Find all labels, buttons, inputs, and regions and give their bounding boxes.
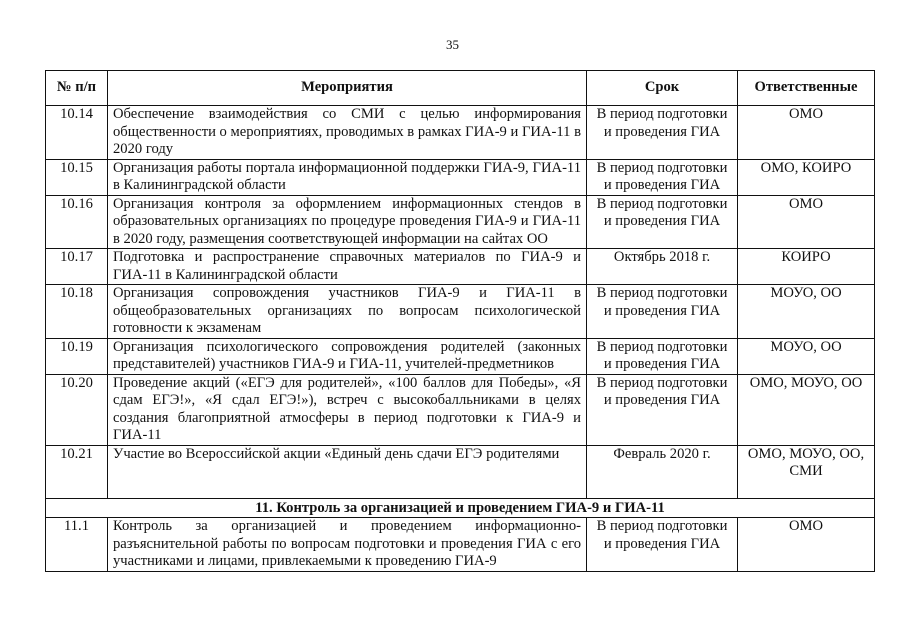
row-responsible: ОМО, МОУО, ОО, СМИ bbox=[738, 445, 875, 498]
row-term: В период подготовки и проведения ГИА bbox=[587, 518, 738, 572]
row-num: 10.14 bbox=[46, 106, 108, 160]
row-activity: Обеспечение взаимодействия со СМИ с целью информирования общественности о мероприятиях, проводимых в рамках ГИА-9 и ГИА-11 в 2020 году bbox=[108, 106, 587, 160]
row-responsible: ОМО, КОИРО bbox=[738, 159, 875, 195]
row-activity: Участие во Всероссийской акции «Единый день сдачи ЕГЭ родителями bbox=[108, 445, 587, 498]
row-activity: Организация контроля за оформлением информационных стендов в образовательных организациях по процедуре проведения ГИА-9 и ГИА-11 в 2020 году, размещения соответствующей информации на сайтах ОО bbox=[108, 195, 587, 249]
row-responsible: ОМО bbox=[738, 106, 875, 160]
row-num: 10.19 bbox=[46, 338, 108, 374]
row-term: В период подготовки и проведения ГИА bbox=[587, 106, 738, 160]
header-activity: Мероприятия bbox=[108, 71, 587, 106]
section-heading: 11. Контроль за организацией и проведением ГИА-9 и ГИА-11 bbox=[46, 498, 875, 518]
table-row bbox=[46, 285, 875, 339]
section-heading-row bbox=[46, 498, 875, 518]
row-responsible: ОМО, МОУО, ОО bbox=[738, 374, 875, 445]
table-row bbox=[46, 106, 875, 160]
row-activity: Проведение акций («ЕГЭ для родителей», «100 баллов для Победы», «Я сдам ЕГЭ!», «Я сдал ЕГЭ!»), встреч с высокобалльниками в целях создания благоприятной атмосферы в период подготовки к ГИА-9 и ГИА-11 bbox=[108, 374, 587, 445]
table-row bbox=[46, 195, 875, 249]
row-num: 10.20 bbox=[46, 374, 108, 445]
row-activity: Организация сопровождения участников ГИА-9 и ГИА-11 в общеобразовательных организациях по вопросам психологической готовности к экзаменам bbox=[108, 285, 587, 339]
row-responsible: ОМО bbox=[738, 195, 875, 249]
row-num: 11.1 bbox=[46, 518, 108, 572]
row-term: В период подготовки и проведения ГИА bbox=[587, 338, 738, 374]
row-num: 10.15 bbox=[46, 159, 108, 195]
table-row bbox=[46, 249, 875, 285]
header-row bbox=[46, 71, 875, 106]
row-term: Октябрь 2018 г. bbox=[587, 249, 738, 285]
row-term: Февраль 2020 г. bbox=[587, 445, 738, 498]
row-num: 10.21 bbox=[46, 445, 108, 498]
row-responsible: ОМО bbox=[738, 518, 875, 572]
table-row bbox=[46, 374, 875, 445]
row-responsible: МОУО, ОО bbox=[738, 285, 875, 339]
row-activity: Контроль за организацией и проведением информационно-разъяснительной работы по вопросам подготовки и проведения ГИА с его участниками и лицами, привлекаемыми к проведению ГИА-9 bbox=[108, 518, 587, 572]
row-num: 10.18 bbox=[46, 285, 108, 339]
row-responsible: МОУО, ОО bbox=[738, 338, 875, 374]
row-term: В период подготовки и проведения ГИА bbox=[587, 159, 738, 195]
table-row bbox=[46, 518, 875, 572]
row-activity: Организация психологического сопровождения родителей (законных представителей) участников ГИА-9 и ГИА-11, учителей-предметников bbox=[108, 338, 587, 374]
row-num: 10.16 bbox=[46, 195, 108, 249]
table-row bbox=[46, 338, 875, 374]
row-term: В период подготовки и проведения ГИА bbox=[587, 374, 738, 445]
header-term: Срок bbox=[587, 71, 738, 106]
page-number: 35 bbox=[446, 37, 459, 52]
row-activity: Организация работы портала информационной поддержки ГИА-9, ГИА-11 в Калининградской области bbox=[108, 159, 587, 195]
header-responsible: Ответственные bbox=[738, 71, 875, 106]
row-responsible: КОИРО bbox=[738, 249, 875, 285]
row-activity: Подготовка и распространение справочных материалов по ГИА-9 и ГИА-11 в Калининградской области bbox=[108, 249, 587, 285]
activities-table bbox=[45, 70, 875, 572]
header-num: № п/п bbox=[46, 71, 108, 106]
row-term: В период подготовки и проведения ГИА bbox=[587, 285, 738, 339]
table-row bbox=[46, 445, 875, 498]
row-term: В период подготовки и проведения ГИА bbox=[587, 195, 738, 249]
row-num: 10.17 bbox=[46, 249, 108, 285]
table-row bbox=[46, 159, 875, 195]
